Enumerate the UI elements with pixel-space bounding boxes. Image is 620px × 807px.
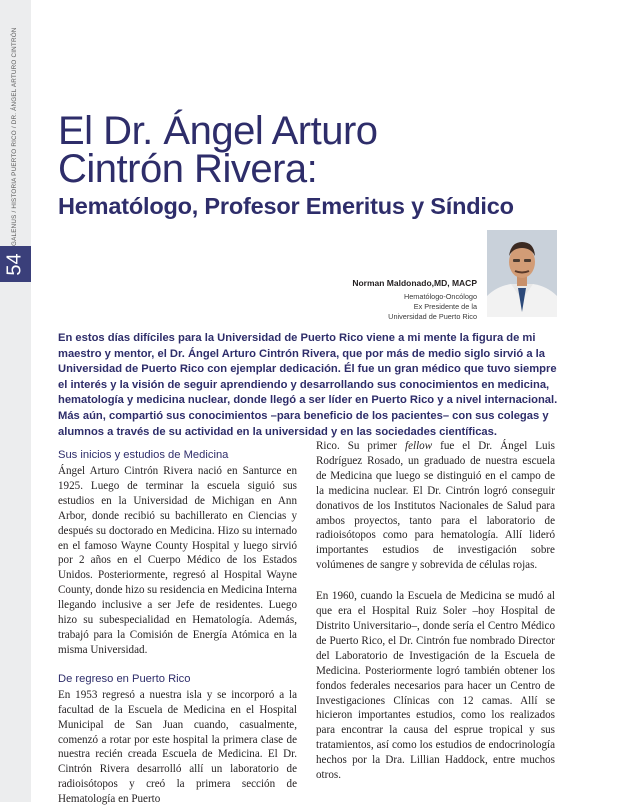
article-title xyxy=(58,109,578,191)
author-name: Norman Maldonado,MD, MACP xyxy=(352,278,477,288)
intro-paragraph: En estos días difíciles para la Universidad de Puerto Rico viene a mi mente la figura de mi maestro y mentor, el Dr. Ángel Arturo Cintrón Rivera, que por más de medio siglo sirvió a la Universidad de Puerto Rico con ejemplar dedicación. Él fue un gran médico que tuvo siempre el interés y la visión de seguir aprendiendo y desarrollando sus conocimientos en medicina, hematología y medicina nuclear, donde llegó a ser líder en Puerto Rico y a nivel internacional. Más aún, compartió sus conocimientos –para beneficio de los pacientes– con sus colegas y alumnos a través de su actividad en la universidad y en las sociedades científicas. xyxy=(58,332,558,438)
author-role-line-3: Universidad de Puerto Rico xyxy=(388,312,477,321)
right-paragraph-2: En 1960, cuando la Escuela de Medicina se mudó al que era el Hospital Ruiz Soler –hoy Hospital de Distrito Universitario–, donde sería el Centro Médico de Puerto Rico, el Dr. Cintrón fue nombrado Director del Laboratorio de Investigación de la Escuela de Medicina. Posteriormente logró también obtener los fondos federales necesarios para hacer un Centro de Investigaciones Clínicas con 12 camas. Allí se hicieron importantes estudios, como los realizados para encontrar la causa del esprue tropical y sus tratamientos, así como los estudios de endocrinología hechos por la Dra. Lillian Haddock, entre muchos otros. xyxy=(316,590,555,782)
portrait-illustration xyxy=(487,230,557,317)
page-number: 54 xyxy=(4,252,26,276)
page-number-box xyxy=(0,246,31,282)
right-paragraph-1 xyxy=(316,439,555,573)
title-line-2: Cintrón Rivera: xyxy=(58,147,318,191)
author-portrait xyxy=(487,230,557,317)
section-text-beginnings: Ángel Arturo Cintrón Rivera nació en Santurce en 1925. Luego de terminar la escuela siguió sus estudios en la Universidad de Michigan en Ann Arbor, donde recibió su bachillerato en Ciencias y después su doctorado en Medicina. Hizo su internado en el famoso Wayne County Hospital y luego sirvió por 2 años en el Cuerpo Médico de los Estados Unidos. Posteriormente, regresó al Hospital Wayne County, donde hizo su residencia en Medicina Interna llegando inclusive a ser Jefe de residentes. Luego hizo su subespecialidad en Hematología. Además, trabajó para la Comisión de Energía Atómica en la misma Universidad. xyxy=(58,465,297,656)
author-role-line-1: Hematólogo-Oncólogo xyxy=(403,292,477,301)
running-header-text: GALENUS / HISTORIA PUERTO RICO / DR. ÁNGEL ARTURO CINTRÓN xyxy=(11,27,18,246)
author-role-line-2: Ex Presidente de la xyxy=(413,302,477,311)
article-subtitle: Hematólogo, Profesor Emeritus y Síndico xyxy=(58,193,514,219)
right-paragraph-1-rest: fue el Dr. Ángel Luis Rodríguez Rosado, un graduado de nuestra escuela de Medicina que luego se distinguió en el campo de la medicina nuclear. El Dr. Cintrón logró conseguir donativos de los Institutos Nacionales de Salud para ambos proyectos, tanto para el laboratorio de radioisótopos como para hematología. Allí lideró importantes estudios de investigación sobre volúmenes de sangre y sobrevida de células rojas. xyxy=(316,440,555,572)
column-right xyxy=(316,439,555,783)
section-text-return: En 1953 regresó a nuestra isla y se incorporó a la facultad de la Escuela de Medicina en el Hospital Municipal de San Juan cuando, casualmente, comenzó a rotar por este hospital la primera clase de nuestra recién creada Escuela de Medicina. El Dr. Cintrón Rivera desarrolló allí un laboratorio de radioisótopos y creó la primera sección de Hematología en Puerto xyxy=(58,688,297,806)
section-heading-return: De regreso en Puerto Rico xyxy=(58,672,191,685)
right-paragraph-1-start: Rico. Su primer xyxy=(316,440,406,452)
author-affiliation xyxy=(388,292,477,322)
section-heading-beginnings: Sus inicios y estudios de Medicina xyxy=(58,449,229,461)
title-line-1: El Dr. Ángel Arturo xyxy=(58,109,378,153)
column-left xyxy=(58,448,297,807)
fellow-term: fellow xyxy=(405,440,433,452)
